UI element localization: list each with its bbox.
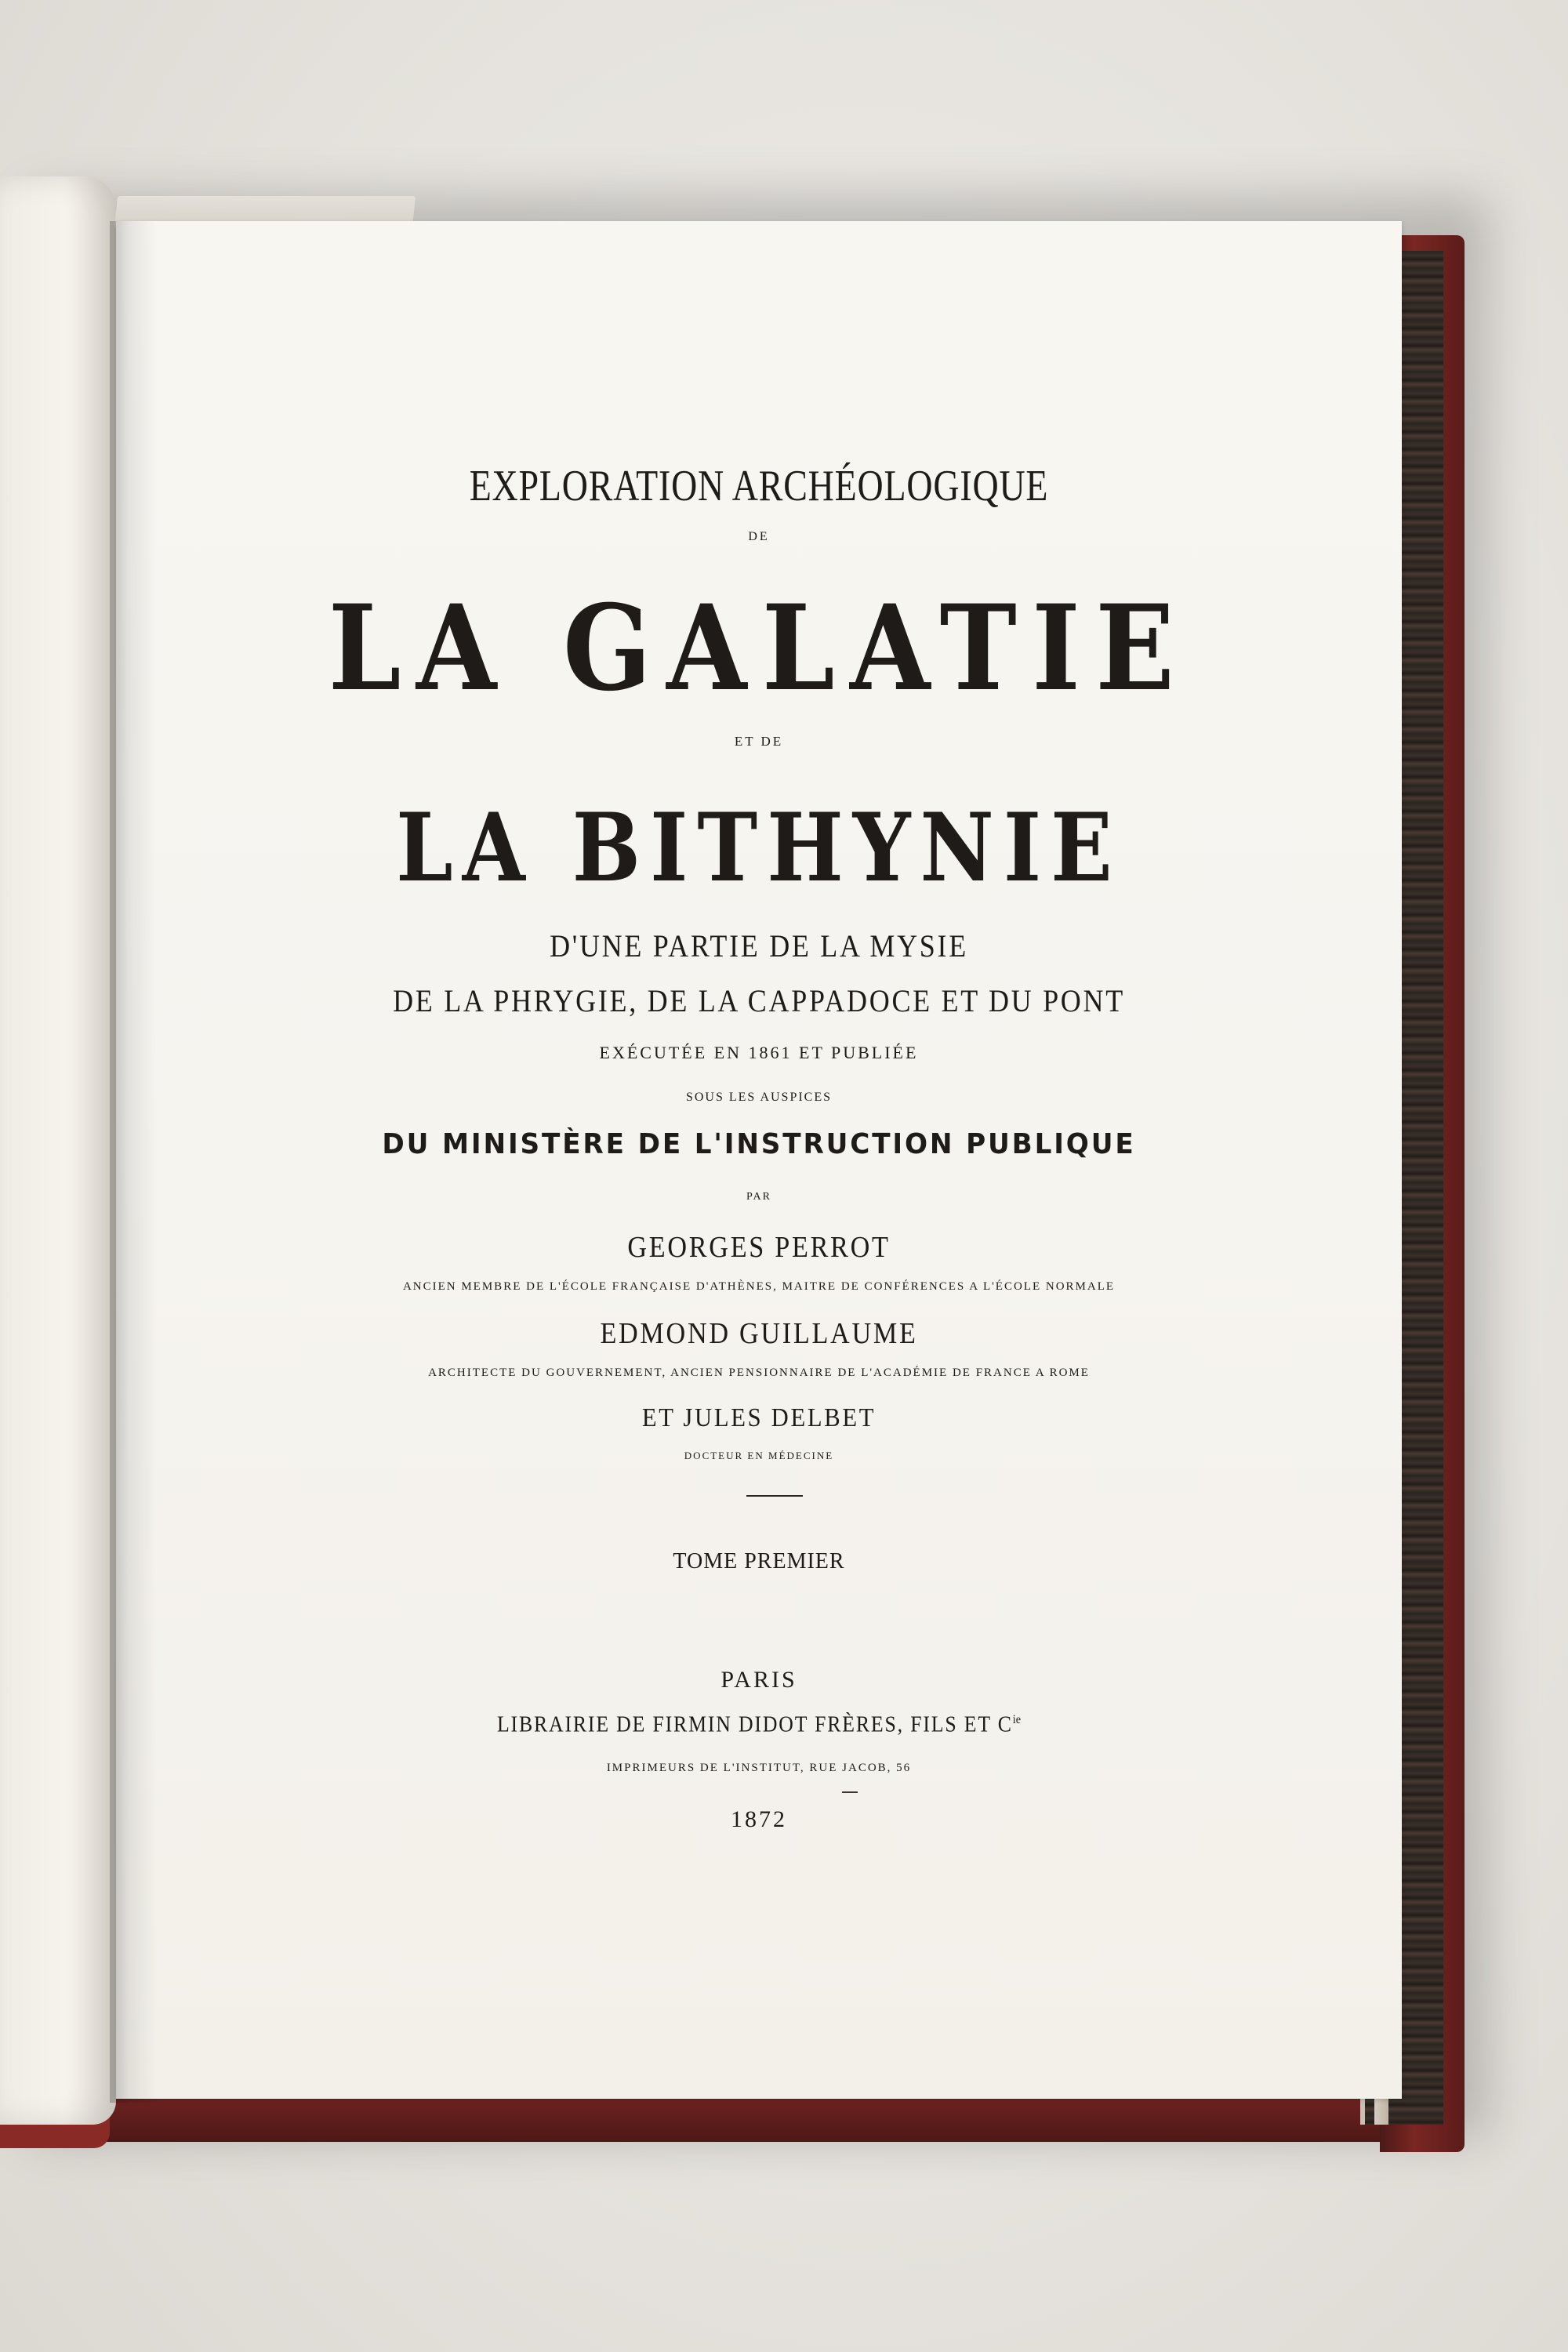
author-delbet-title: DOCTEUR EN MÉDECINE [684, 1450, 834, 1461]
imprint-publisher [168, 1714, 1351, 1736]
subtitle-phrygie: DE LA PHRYGIE, DE LA CAPPADOCE ET DU PONT [393, 983, 1125, 1018]
main-title-galatie: LA GALATIE [328, 579, 1190, 717]
author-perrot-title: ANCIEN MEMBRE DE L'ÉCOLE FRANÇAISE D'ATHÈNES, MAITRE DE CONFÉRENCES A L'ÉCOLE NORMALE [402, 1280, 1116, 1293]
connector-par: PAR [746, 1191, 771, 1203]
subtitle-mysie: D'UNE PARTIE DE LA MYSIE [550, 928, 968, 964]
small-dash [842, 1791, 858, 1793]
auspices-line: SOUS LES AUSPICES [685, 1091, 833, 1104]
imprint-printer: IMPRIMEURS DE L'INSTITUT, RUE JACOB, 56 [606, 1762, 912, 1774]
main-title-bithynie: LA BITHYNIE [396, 793, 1122, 903]
connector-et-de: ET DE [734, 734, 784, 749]
book-cover-bottom-edge [94, 2095, 1443, 2142]
imprint-year: 1872 [731, 1806, 787, 1832]
author-guillaume-title: ARCHITECTE DU GOUVERNEMENT, ANCIEN PENSIONNAIRE DE L'ACADÉMIE DE FRANCE A ROME [428, 1367, 1090, 1379]
author-perrot: GEORGES PERROT [627, 1231, 891, 1264]
connector-de: DE [748, 530, 770, 543]
gutter-shadow [110, 221, 157, 2103]
publisher-superscript: ie [1012, 1713, 1022, 1726]
author-delbet: ET JULES DELBET [641, 1403, 877, 1432]
volume-label: TOME PREMIER [673, 1549, 845, 1573]
title-block [116, 221, 1402, 2099]
left-page [0, 176, 116, 2125]
executed-line: EXÉCUTÉE EN 1861 ET PUBLIÉE [599, 1043, 919, 1062]
imprint-city: PARIS [720, 1667, 797, 1693]
ministry-line: DU MINISTÈRE DE L'INSTRUCTION PUBLIQUE [382, 1128, 1136, 1160]
divider-rule [746, 1495, 803, 1497]
title-page [116, 221, 1402, 2099]
exploration-heading: EXPLORATION ARCHÉOLOGIQUE [469, 462, 1049, 510]
author-guillaume: EDMOND GUILLAUME [600, 1317, 918, 1350]
publisher-name: LIBRAIRIE DE FIRMIN DIDOT FRÈRES, FILS ET C [496, 1712, 1013, 1737]
